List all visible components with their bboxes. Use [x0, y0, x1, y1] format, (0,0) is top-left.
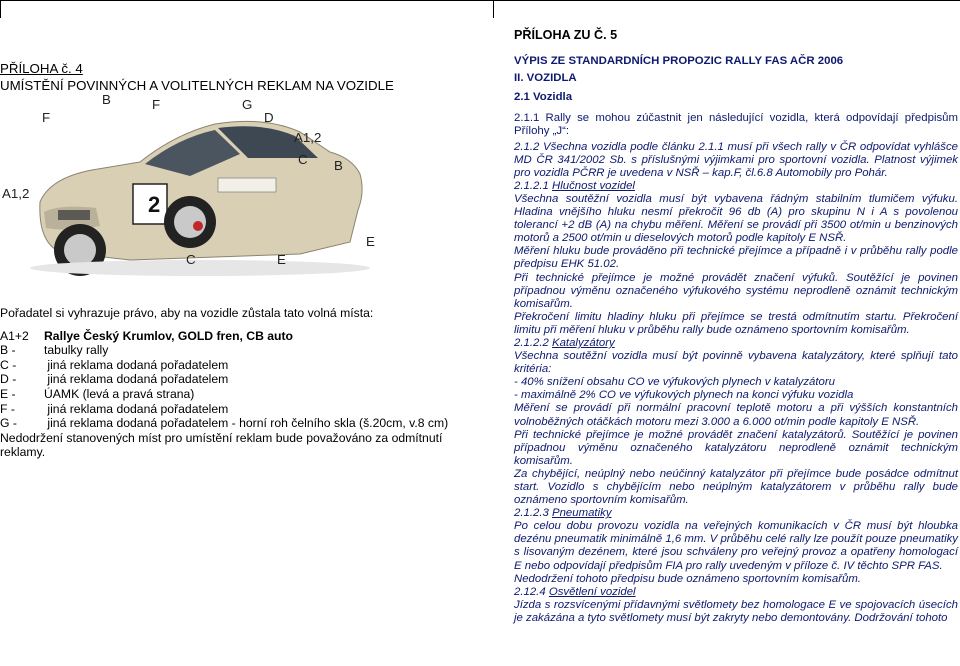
paragraph-2-1-1: 2.1.1 Rally se mohou zúčastnit jen následující vozidla, která odpovídají předpisům Přílohy „J“:: [514, 112, 958, 138]
placement-note: Nedodržení stanovených míst pro umístění reklam bude považováno za odmítnutí reklamy.: [0, 430, 443, 460]
label-b-top: B: [102, 92, 111, 107]
page-left-rule: [0, 0, 1, 18]
legend-key: C -: [0, 357, 17, 372]
label-a12-right: A1,2: [294, 130, 322, 145]
car-grille: [58, 210, 90, 220]
left-annex-heading: [0, 60, 394, 94]
door-sticker: [218, 178, 276, 192]
heading-title: Osvětlení vozidel: [548, 585, 636, 598]
legend-key: F -: [0, 401, 15, 416]
right-annex-title: PŘÍLOHA ZU Č. 5: [514, 28, 618, 42]
heading-number: 2.1.2.3: [514, 507, 552, 520]
spacer: [514, 42, 958, 55]
heading-2-1-2-2: [514, 337, 958, 350]
page-top-rule: [0, 0, 960, 1]
front-wheel-rim: [64, 234, 96, 266]
legend-row-f: [0, 402, 482, 417]
car-shadow: [30, 260, 370, 276]
legend-list: [0, 329, 482, 431]
legend-key: A1+2: [0, 328, 29, 343]
left-annex-title: PŘÍLOHA č. 4: [0, 61, 83, 76]
paragraph-lights: Jízda s rozsvícenými přídavnými světlomety bez homologace E ve spojovacích úsecích je zakázána a tyto světlomety musí být zakryty nebo demontovány. Dodržování tohoto: [514, 598, 958, 624]
document-title: VÝPIS ZE STANDARDNÍCH PROPOZIC RALLY FAS AČR 2006: [514, 55, 844, 68]
heading-number: 2.1.2.2: [514, 336, 552, 349]
door-number: 2: [148, 192, 161, 217]
label-g-top: G: [242, 97, 253, 112]
legend-text: Rallye Český Krumlov, GOLD fren, CB auto: [44, 328, 293, 343]
label-d-top: D: [264, 110, 274, 125]
car-illustration: [0, 92, 480, 282]
heading-2-1-2-3: [514, 507, 958, 520]
legend-text: jiná reklama dodaná pořadatelem - horní roh čelního skla (š.20cm, v.8 cm): [44, 416, 449, 431]
heading-title: Pneumatiky: [552, 507, 612, 520]
paragraph-cat-6: Za chybějící, neúplný nebo neúčinný katalyzátor při přejímce bude posádce odmítnut start. Vozidlo s chybějícím nebo neúplným katalyzátorem v průběhu rally bude oznámeno sportovním komisařům.: [514, 467, 958, 507]
paragraph-noise-4: Překročení limitu hladiny hluku při přejímce se trestá odmítnutím startu. Překročení limitu při měření hluku v průběhu rally bude oznámeno sportovním komisařům.: [514, 310, 958, 336]
brake-caliper: [193, 221, 203, 231]
label-e-bottom: E: [277, 252, 286, 267]
heading-2-1-2-1: [514, 180, 958, 193]
paragraph-noise-1: Všechna soutěžní vozidla musí být vybavena řádným stabilním tlumičem výfuku. Hladina vnějšího hluku nesmí překročit 96 db (A) pro skupinu N i A s povolenou tolerancí +2 dB (A) na chybu měření. Měření se provádí při 3500 ot/min u benzinových motorů a 2500 ot/min u dieselových motorů podle kapitoly E NSŘ.: [514, 192, 958, 245]
heading-title: Hlučnost vozidel: [552, 179, 635, 192]
heading-2-12-4: [514, 586, 958, 599]
subsection-heading: 2.1 Vozidla: [514, 91, 573, 104]
legend-key: D -: [0, 372, 17, 387]
legend-row-e: [0, 387, 482, 402]
legend-text: ÚAMK (levá a pravá strana): [44, 386, 195, 401]
legend-text: jiná reklama dodaná pořadatelem: [44, 357, 229, 372]
label-c-bottom: C: [186, 252, 196, 267]
heading-number: 2.12.4: [514, 585, 549, 598]
label-b-right: B: [334, 158, 343, 173]
paragraph-cat-1: Všechna soutěžní vozidla musí být povinně vybavena katalyzátory, které splňují tato kritéria:: [514, 350, 958, 376]
paragraph-cat-4: Měření se provádí při normální pracovní teplotě motoru a při výšších konstantních volnoběžných otáčkách motoru mezi 3.000 a 6.000 ot/min podle kapitoly E NSŘ.: [514, 402, 958, 428]
rear-wheel-rim: [174, 206, 206, 238]
legend-row-b: [0, 343, 482, 358]
label-f-top: F: [152, 97, 161, 112]
paragraph-cat-2: - 40% snížení obsahu CO ve výfukových plynech v katalyzátoru: [514, 376, 835, 389]
right-column: [514, 29, 958, 625]
paragraph-tyres-1: Po celou dobu provozu vozidla na veřejných komunikacích v ČR musí být hloubka dezénu pneumatik minimálně 1,6 mm. V průběhu celé rally lze použít pouze pneumatiky s lisovaným dezénem, které jsou schváleny pro veřejný provoz a opatřeny homologací E nebo odpovídají předpisům FIA pro rally uvedeným v příloze č. IV těchto SPR FAS.: [514, 520, 958, 572]
paragraph-noise-3: Při technické přejímce je možné provádět značení výfuků. Soutěžící je povinen případnou výměnu označeného výfukového systému neprodleně oznámit technickým komisařům.: [514, 271, 958, 310]
legend-text: tabulky rally: [44, 343, 109, 358]
intro-text: Pořadatel si vyhrazuje právo, aby na vozidle zůstala tato volná místa:: [0, 306, 374, 320]
car-ad-placement-diagram: [0, 92, 480, 282]
label-a12-left: A1,2: [2, 186, 30, 201]
legend-row-d: [0, 372, 482, 387]
paragraph-cat-5: Při technické přejímce je možné provádět značení katalyzátorů. Soutěžící je povinen případnou výměnu označeného katalyzátoru neprodleně oznámit technickým komisařům.: [514, 428, 958, 467]
label-c-right: C: [298, 152, 308, 167]
legend-text: jiná reklama dodaná pořadatelem: [44, 372, 229, 387]
legend-row-a12: [0, 329, 482, 344]
legend-row-c: [0, 358, 482, 373]
paragraph-noise-2: Měření hluku bude prováděno při technické přejímce a případně i v průběhu rally podle předpisu EHK 51.02.: [514, 245, 958, 271]
left-body-text: [0, 306, 482, 460]
paragraph-2-1-2: 2.1.2 Všechna vozidla podle článku 2.1.1 musí při všech rally v ČR odpovídat vyhlášce MD ČR 341/2002 Sb. s příslušnými výjimkami pro sportovní vozidla. Platnost výjimek pro vozidla PČRR je uvedena v NSŘ – kap.F, čl.6.8 Automobily pro Pohár.: [514, 140, 958, 179]
heading-title: Katalyzátory: [552, 336, 615, 349]
heading-number: 2.1.2.1: [514, 179, 552, 192]
page-divider-rule: [493, 0, 494, 18]
legend-key: E -: [0, 386, 16, 401]
legend-key: B -: [0, 343, 16, 358]
paragraph-cat-3: - maximálně 2% CO ve výfukových plynech na konci výfuku vozidla: [514, 389, 854, 402]
legend-key: G -: [0, 416, 17, 431]
left-annex-subtitle: UMÍSTĚNÍ POVINNÝCH A VOLITELNÝCH REKLAM NA VOZIDLE: [0, 78, 394, 93]
legend-row-g: [0, 416, 482, 431]
legend-text: jiná reklama dodaná pořadatelem: [44, 401, 229, 416]
paragraph-tyres-2: Nedodržení tohoto předpisu bude oznámeno sportovním komisařům.: [514, 572, 861, 585]
label-f-left: F: [42, 110, 51, 125]
section-heading: II. VOZIDLA: [514, 72, 577, 85]
label-e-right: E: [366, 234, 375, 249]
